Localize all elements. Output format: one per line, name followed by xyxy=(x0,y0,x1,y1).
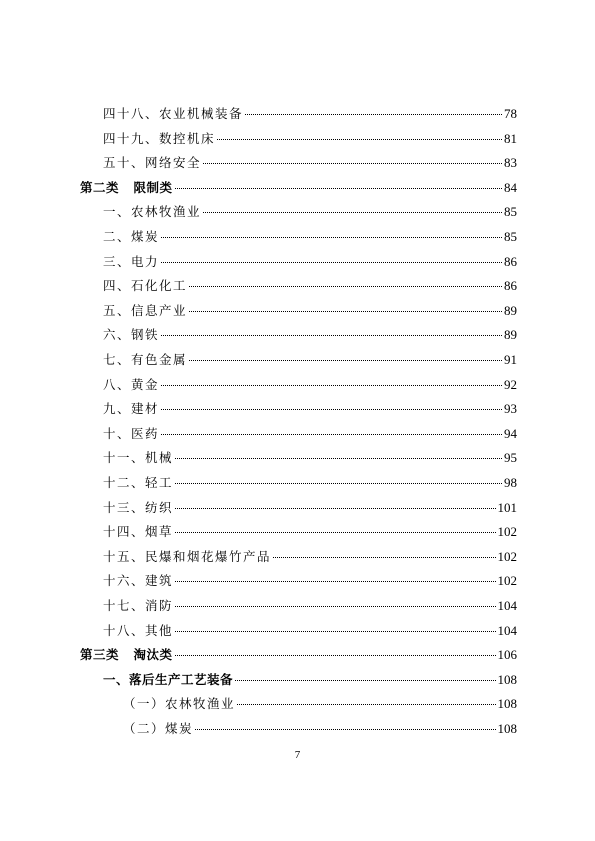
dot-leader xyxy=(175,458,502,459)
dot-leader xyxy=(161,409,502,410)
dot-leader xyxy=(189,286,502,287)
toc-entry-page: 94 xyxy=(504,425,517,441)
dot-leader xyxy=(175,631,495,632)
dot-leader xyxy=(189,360,502,361)
toc-entry-label: 十四、烟草 xyxy=(103,524,174,540)
toc-entry-page: 108 xyxy=(497,721,517,736)
toc-entry[interactable] xyxy=(103,278,517,294)
toc-entry-label: 第二类 限制类 xyxy=(80,179,173,195)
toc-entry-label: 九、建材 xyxy=(103,401,160,417)
dot-leader xyxy=(203,163,502,164)
toc-entry-page: 83 xyxy=(504,155,517,171)
toc-entry-page: 104 xyxy=(497,622,517,638)
toc-entry-page: 86 xyxy=(504,278,517,294)
dot-leader xyxy=(273,557,495,558)
dot-leader xyxy=(161,237,502,238)
toc-entry-label: 二、煤炭 xyxy=(103,229,160,244)
dot-leader xyxy=(161,262,502,263)
toc-entry-page: 102 xyxy=(497,548,517,564)
toc-entry-label: 十三、纺织 xyxy=(103,499,174,515)
toc-entry-page: 81 xyxy=(504,130,517,146)
toc-entry[interactable] xyxy=(80,647,517,663)
toc-entry-page: 106 xyxy=(497,647,517,663)
toc-entry-label: 四十八、农业机械装备 xyxy=(103,106,244,121)
toc-entry-page: 101 xyxy=(497,499,517,515)
toc-entry-page: 91 xyxy=(504,352,517,367)
toc-entry[interactable] xyxy=(103,229,517,245)
dot-leader xyxy=(175,581,495,582)
toc-entry-label: 四、石化化工 xyxy=(103,278,188,294)
toc-entry-label: 三、电力 xyxy=(103,253,160,269)
toc-entry-page: 108 xyxy=(497,696,517,712)
toc-entry-label: 十二、轻工 xyxy=(103,475,174,490)
toc-entry-page: 95 xyxy=(504,450,517,466)
toc-entry[interactable] xyxy=(103,377,517,393)
dot-leader xyxy=(189,311,502,312)
dot-leader xyxy=(175,483,502,484)
toc-entry-page: 92 xyxy=(504,376,517,392)
toc-entry-page: 108 xyxy=(497,671,517,687)
toc-entry[interactable] xyxy=(103,598,517,614)
toc-entry-label: 十、医药 xyxy=(103,425,160,441)
toc-entry-label: （二）煤炭 xyxy=(123,721,194,736)
toc-entry[interactable] xyxy=(103,672,517,688)
dot-leader xyxy=(235,680,495,681)
toc-entry-label: 十八、其他 xyxy=(103,622,174,638)
toc-entry-label: 五、信息产业 xyxy=(103,302,188,318)
toc-entry[interactable] xyxy=(103,573,517,589)
toc-entry[interactable] xyxy=(103,426,517,442)
dot-leader xyxy=(245,114,502,115)
toc-entry-label: 七、有色金属 xyxy=(103,352,188,367)
dot-leader xyxy=(161,434,502,435)
dot-leader xyxy=(175,606,495,607)
toc-entry-page: 84 xyxy=(504,179,517,195)
dot-leader xyxy=(203,212,502,213)
toc-entry-page: 102 xyxy=(497,573,517,589)
toc-entry-label: 八、黄金 xyxy=(103,376,160,392)
toc-entry-page: 89 xyxy=(504,302,517,318)
toc-entry[interactable] xyxy=(103,500,517,516)
toc-entry-label: 一、农林牧渔业 xyxy=(103,204,202,220)
toc-entry[interactable] xyxy=(103,327,517,343)
toc-entry[interactable] xyxy=(103,131,517,147)
toc-entry[interactable] xyxy=(103,106,517,122)
toc-entry[interactable] xyxy=(103,303,517,319)
toc-entry-label: 一、落后生产工艺装备 xyxy=(103,671,234,687)
toc-entry[interactable] xyxy=(123,721,517,737)
dot-leader xyxy=(237,704,495,705)
toc-entry-label: 十一、机械 xyxy=(103,450,174,466)
toc-entry-label: 六、钢铁 xyxy=(103,327,160,343)
toc-entry-label: （一）农林牧渔业 xyxy=(123,696,236,712)
toc-entry-page: 85 xyxy=(504,229,517,244)
toc-entry-page: 93 xyxy=(504,401,517,417)
dot-leader xyxy=(217,139,502,140)
toc-entry-label: 四十九、数控机床 xyxy=(103,130,216,146)
toc-entry[interactable] xyxy=(103,204,517,220)
toc-entry[interactable] xyxy=(103,401,517,417)
dot-leader xyxy=(175,655,496,656)
toc-entry[interactable] xyxy=(123,696,517,712)
toc-entry-label: 十五、民爆和烟花爆竹产品 xyxy=(103,548,272,564)
toc-entry[interactable] xyxy=(80,180,517,196)
toc-entry-page: 102 xyxy=(497,524,517,540)
dot-leader xyxy=(161,335,502,336)
toc-entry-page: 78 xyxy=(504,106,517,121)
dot-leader xyxy=(175,188,502,189)
page-number: 7 xyxy=(294,749,301,761)
toc-entry-label: 十七、消防 xyxy=(103,598,174,613)
toc-entry[interactable] xyxy=(103,155,517,171)
dot-leader xyxy=(175,508,495,509)
toc-entry[interactable] xyxy=(103,524,517,540)
toc-entry[interactable] xyxy=(103,352,517,368)
toc-entry-page: 85 xyxy=(504,204,517,220)
toc-entry[interactable] xyxy=(103,623,517,639)
dot-leader xyxy=(195,729,495,730)
toc-entry[interactable] xyxy=(103,549,517,565)
toc-entry[interactable] xyxy=(103,254,517,270)
toc-entry-label: 第三类 淘汰类 xyxy=(80,647,173,663)
toc-entry-page: 104 xyxy=(497,598,517,613)
toc-entry[interactable] xyxy=(103,475,517,491)
toc-entry-label: 十六、建筑 xyxy=(103,573,174,589)
toc-entry-page: 98 xyxy=(504,475,517,490)
toc-entry-label: 五十、网络安全 xyxy=(103,155,202,171)
dot-leader xyxy=(175,532,495,533)
toc-entry-page: 86 xyxy=(504,253,517,269)
dot-leader xyxy=(161,385,502,386)
toc-entry[interactable] xyxy=(103,450,517,466)
toc-entry-page: 89 xyxy=(504,327,517,343)
